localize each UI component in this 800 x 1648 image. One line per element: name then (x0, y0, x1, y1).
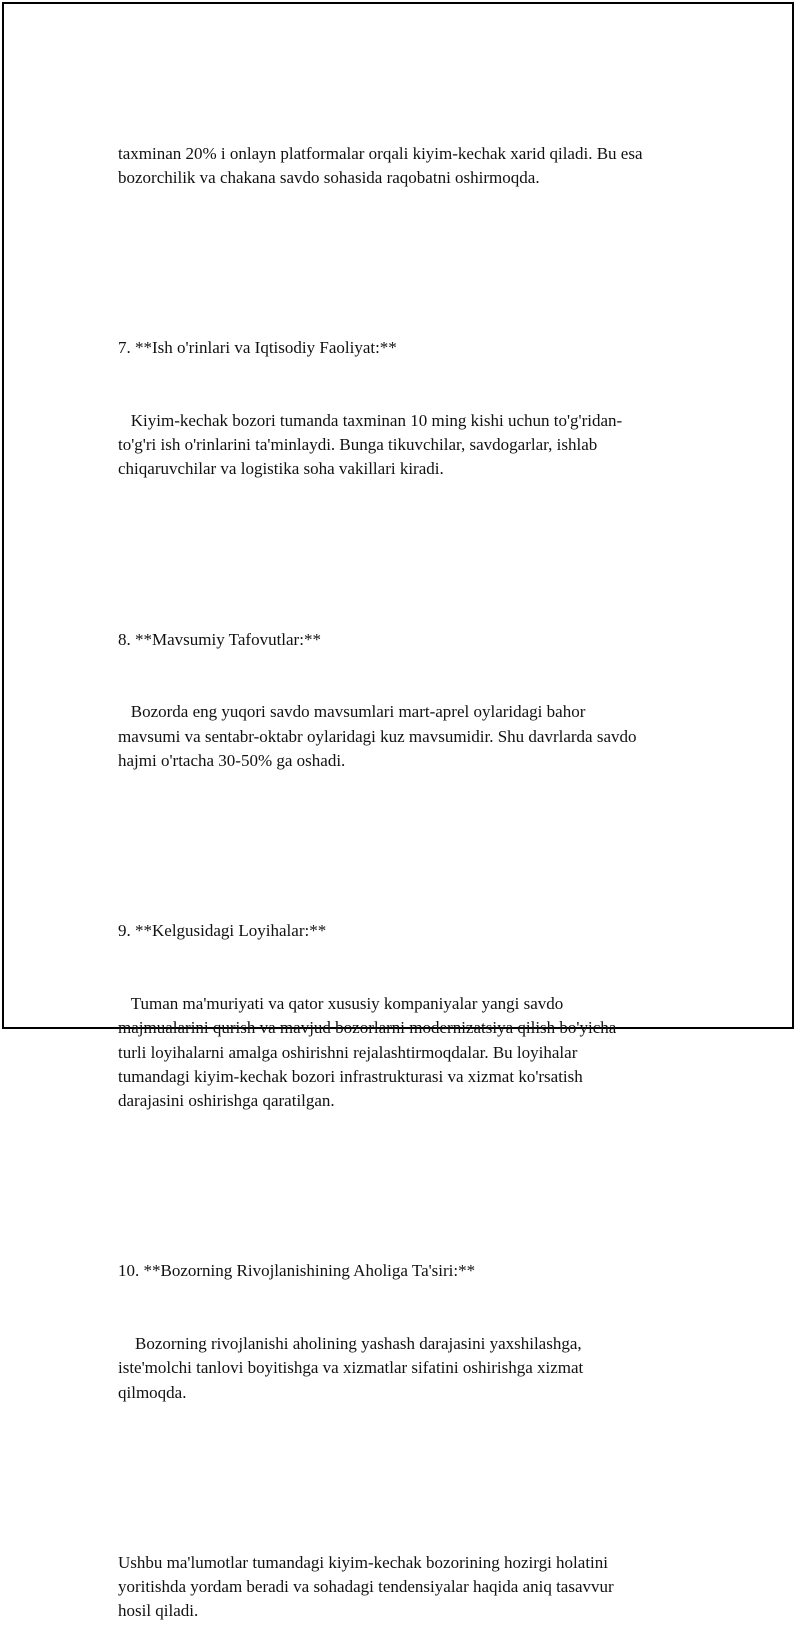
intro-paragraph: taxminan 20% i onlayn platformalar orqali kiyim-kechak xarid qiladi. Bu esa bozorchilik va chakana savdo sohasida raqobatni oshirmoqda. (118, 143, 643, 187)
section-7-heading: 7. **Ish o'rinlari va Iqtisodiy Faoliyat:** (118, 337, 397, 357)
section-10-body: Bozorning rivojlanishi aholining yashash darajasini yaxshilashga, iste'molchi tanlovi boyitishga va xizmatlar sifatini oshirishga xizmat qilmoqda. (118, 1334, 584, 1402)
paragraph-gap (118, 239, 718, 263)
section-8-heading: 8. **Mavsumiy Tafovutlar:** (118, 629, 321, 649)
section-10-heading: 10. **Bozorning Rivojlanishining Aholiga Ta'siri:** (118, 1261, 476, 1281)
section-9-body: Tuman ma'muriyati va qator xususiy kompaniyalar yangi savdo majmualarini qurish va mavjud bozorlarni modernizatsiya qilish bo'yicha turli loyihalarni amalga oshirishni rejalashtirmoqdalar. Bu loyihalar tumandagi kiyim-kechak bozori infrastrukturasi va xizmat ko'rsatish darajasini oshirishga qaratilgan. (118, 993, 617, 1111)
section-9-heading: 9. **Kelgusidagi Loyihalar:** (118, 921, 327, 941)
paragraph-gap (118, 1454, 718, 1478)
conclusion-paragraph: Ushbu ma'lumotlar tumandagi kiyim-kechak bozorining hozirgi holatini yoritishda yordam beradi va sohadagi tendensiyalar haqida aniq tasavvur hosil qiladi. (118, 1552, 614, 1621)
document-body (118, 93, 718, 1648)
paragraph-gap (118, 530, 718, 554)
section-8-body: Bozorda eng yuqori savdo mavsumlari mart-aprel oylaridagi bahor mavsumi va sentabr-oktabr oylaridagi kuz mavsumidir. Shu davrlarda savdo hajmi o'rtacha 30-50% ga oshadi. (118, 702, 637, 771)
paragraph-gap (118, 1162, 718, 1186)
paragraph-gap (118, 822, 718, 846)
section-7-body: Kiyim-kechak bozori tumanda taxminan 10 ming kishi uchun to'g'ridan- to'g'ri ish o'rinlarini ta'minlaydi. Bunga tikuvchilar, savdogarlar, ishlab chiqaruvchilar va logistika soha vakillari kiradi. (118, 410, 623, 479)
